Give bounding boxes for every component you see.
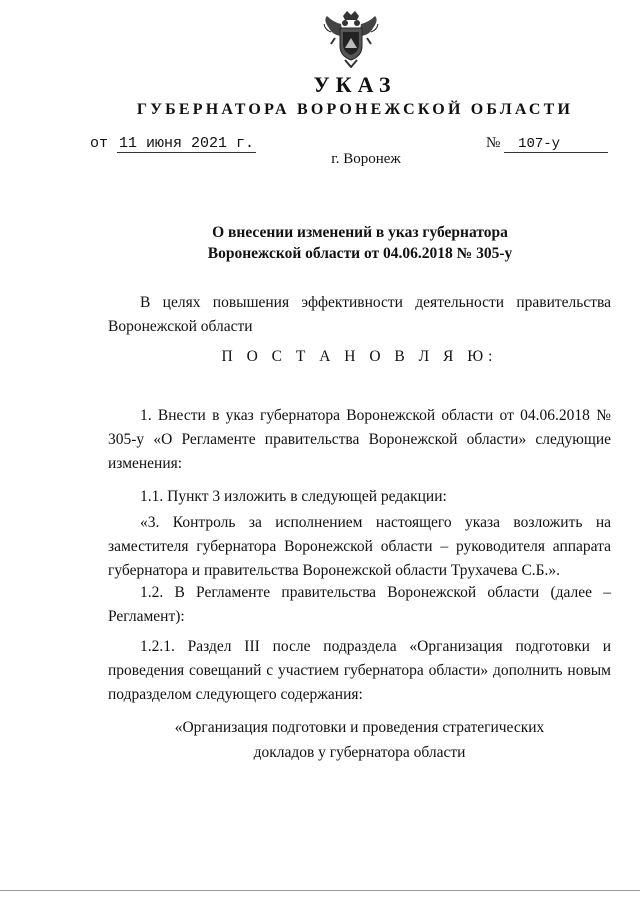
page-bottom-divider [0,890,640,891]
decree-word: П О С Т А Н О В Л Я Ю: [221,348,498,365]
issuer-title: ГУБЕРНАТОРА ВОРОНЕЖСКОЙ ОБЛАСТИ [136,101,574,118]
number-prefix: № [486,135,501,151]
city-label: г. Воронеж [331,151,401,167]
paragraph-1-2-1: 1.2.1. Раздел III после подраздела «Организация подготовки и проведения совещаний с участием губернатора области» дополнить новым подразделом следующего содержания: [108,638,611,703]
number-value: 107-у [504,136,608,153]
issue-date [90,135,256,152]
paragraph-1-1: 1.1. Пункт 3 изложить в следующей редакции: [140,488,447,505]
paragraph-1-1-text: «3. Контроль за исполнением настоящего указа возложить на заместителя губернатора Воронежской области – руководителя аппарата губернатора и правительства Воронежской области Трухачева С.Б.». [108,514,611,579]
paragraph-1-2: 1.2. В Регламенте правительства Воронежской области (далее – Регламент): [108,584,611,625]
document-title-line: Воронежской области от 04.06.2018 № 305-у [207,245,513,262]
paragraph-1: 1. Внести в указ губернатора Воронежской области от 04.06.2018 № 305-у «О Регламенте правительства Воронежской области» следующие изменения: [108,407,611,472]
section-heading-line: докладов у губернатора области [253,744,466,761]
page-title: УКАЗ [313,72,397,97]
document-title [110,222,610,264]
document-title-line: О внесении изменений в указ губернатора [212,224,508,241]
date-prefix: от [90,135,109,152]
date-value: 11 июня 2021 г. [119,135,255,152]
intro-paragraph: В целях повышения эффективности деятельности правительства Воронежской области [108,294,611,335]
coat-of-arms-icon [321,10,381,68]
section-heading-line: «Организация подготовки и проведения стратегических [174,719,545,736]
